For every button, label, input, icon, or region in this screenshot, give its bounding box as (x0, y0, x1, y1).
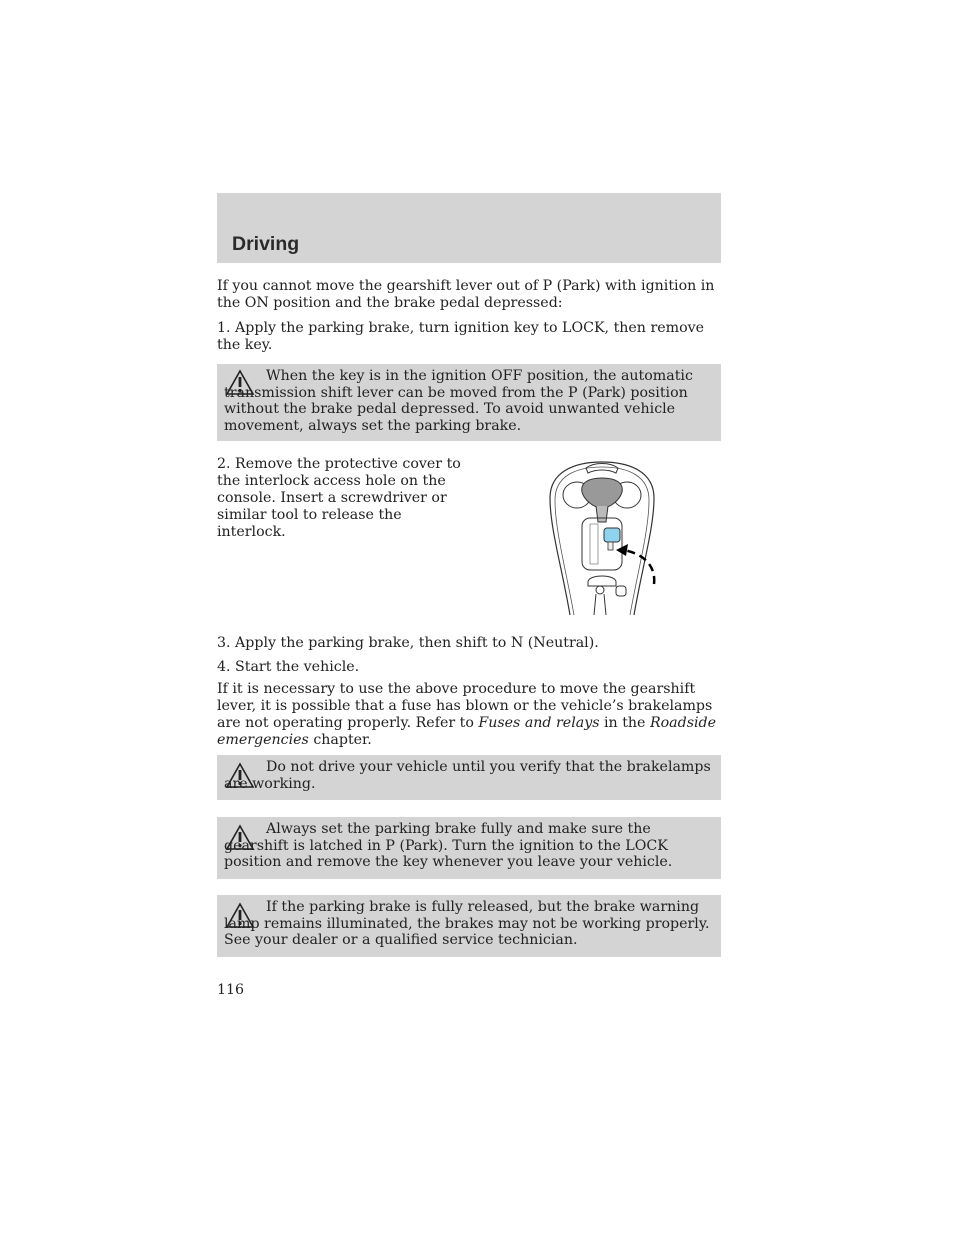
warning-box-1 (217, 364, 721, 441)
warning-text-3: Always set the parking brake fully and make sure the gearshift is latched in P (Park). Turn the ignition to the LOCK position and remove the key whenever you leave your vehicle. (224, 821, 673, 870)
section-header (217, 193, 721, 263)
step-2: 2. Remove the protective cover to the interlock access hole on the console. Insert a screwdriver or similar tool to release the interlock. (217, 456, 461, 540)
fuse-note-part2: in the (599, 715, 650, 731)
roadside-emergencies-reference: Roadside emergencies (217, 715, 717, 748)
section-title: Driving (232, 233, 300, 255)
shift-console-illustration (544, 458, 662, 618)
fuse-note-part1: If it is necessary to use the above procedure to move the gearshift lever, it is possible that a fuse has blown or the vehicle’s brakelamps are not operating properly. Refer to (217, 681, 713, 731)
warning-text-4: If the parking brake is fully released, but the brake warning lamp remains illuminated, the brakes may not be working properly. See your dealer or a qualified service technician. (224, 899, 710, 948)
fuse-note-part3: chapter. (308, 732, 372, 748)
warning-text-2: Do not drive your vehicle until you verify that the brakelamps are working. (224, 759, 711, 792)
page-number: 116 (217, 982, 245, 998)
intro-paragraph: If you cannot move the gearshift lever out of P (Park) with ignition in the ON position and the brake pedal depressed: (217, 278, 715, 311)
step-4: 4. Start the vehicle. (217, 659, 360, 675)
step-3: 3. Apply the parking brake, then shift to N (Neutral). (217, 635, 599, 651)
warning-box-3 (217, 817, 721, 879)
fuse-note-paragraph (217, 681, 721, 749)
step-1: 1. Apply the parking brake, turn ignition key to LOCK, then remove the key. (217, 320, 705, 353)
warning-box-2 (217, 755, 721, 800)
warning-text-1: When the key is in the ignition OFF position, the automatic transmission shift lever can be moved from the P (Park) position without the brake pedal depressed. To avoid unwanted vehicle movement, always set the parking brake. (224, 368, 693, 434)
fuses-relays-reference: Fuses and relays (478, 715, 600, 731)
warning-box-4 (217, 895, 721, 957)
